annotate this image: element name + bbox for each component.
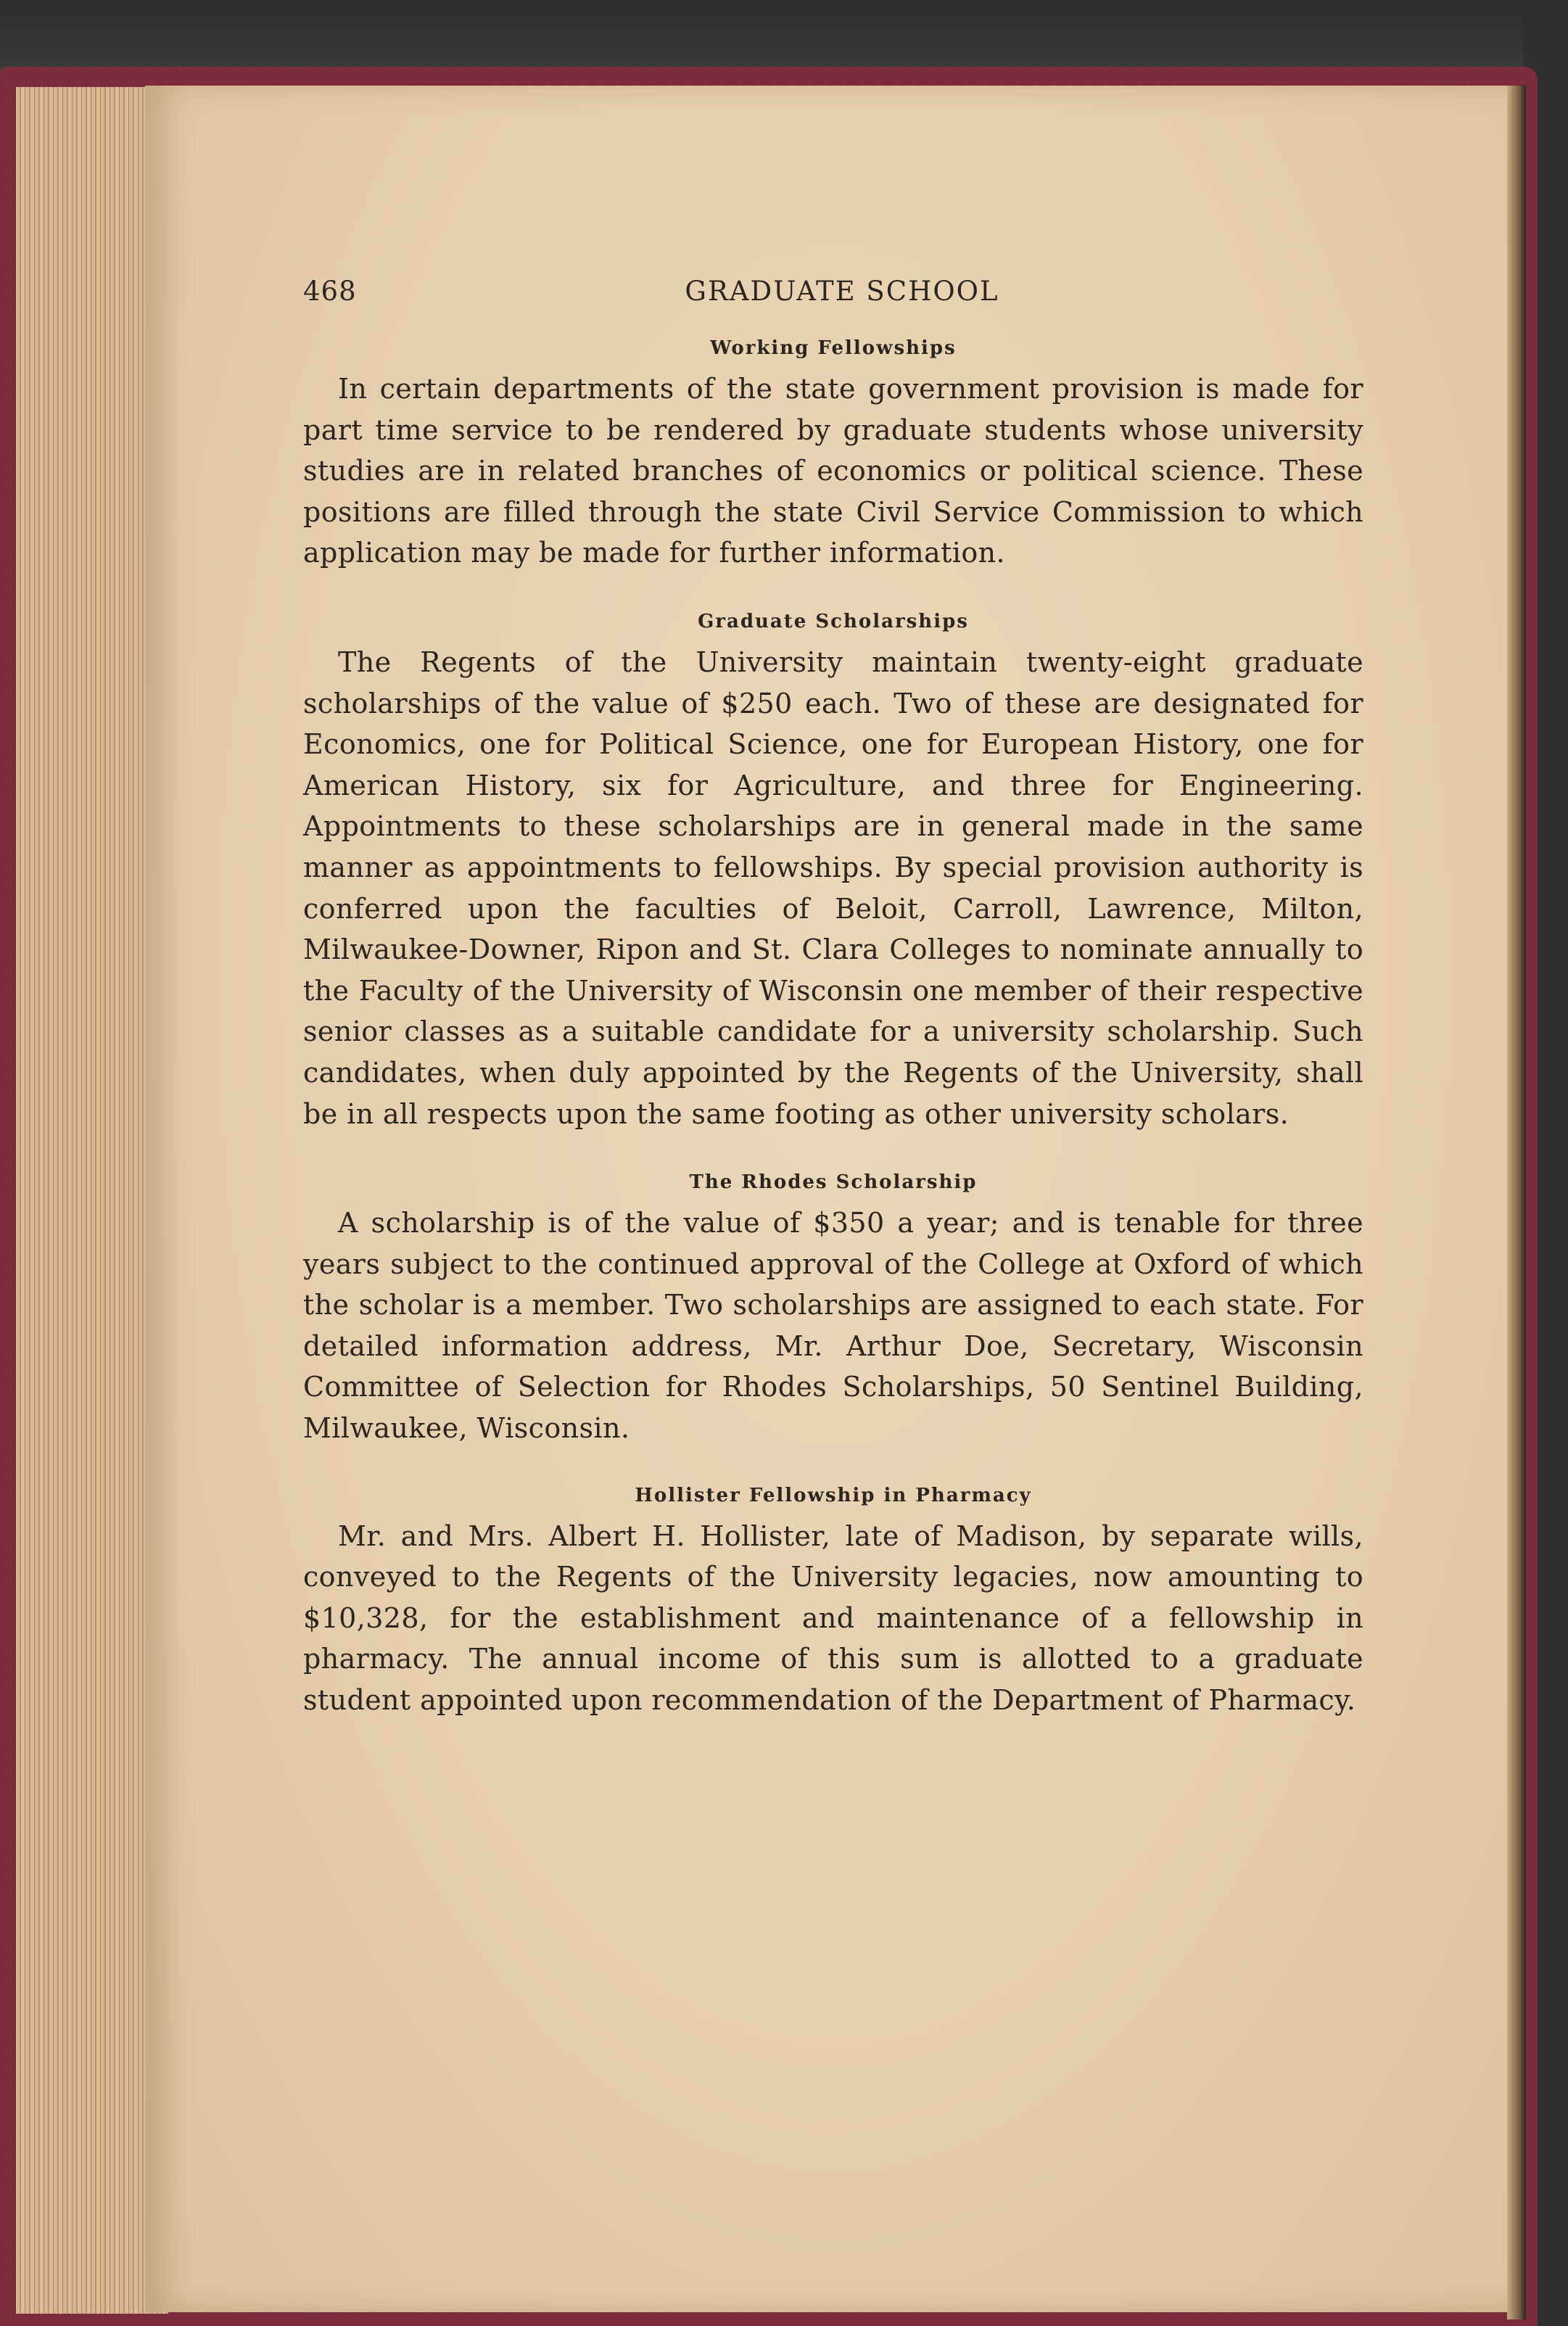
section-heading-rhodes-scholarship: The Rhodes Scholarship bbox=[689, 1171, 978, 1194]
page-number: 468 bbox=[303, 276, 357, 307]
running-title: GRADUATE SCHOOL bbox=[685, 276, 999, 307]
book-gutter bbox=[1507, 86, 1526, 2319]
paragraph-rhodes-scholarship: A scholarship is of the value of $350 a year; and is tenable for three years subject to the continued approval of the College at Oxford of which the scholar is a member. Two scholarships are assigned to each state. For detailed information address, Mr. Arthur Doe, Secretary, Wisconsin Committee of Selection for Rhodes Scholarships, 50 Sentinel Building, Milwaukee, Wisconsin. bbox=[303, 1207, 1363, 1445]
section-heading-hollister-fellowship: Hollister Fellowship in Pharmacy bbox=[635, 1484, 1032, 1506]
paragraph-graduate-scholarships: The Regents of the University maintain twenty-eight graduate scholarships of the value of $250 each. Two of these are designated for Economics, one for Political Science, one for European History, one for American History, six for Agriculture, and three for Engineering. Appointments to these scholarships are in general made in the same manner as appointments to fellowships. By special provision authority is conferred upon the faculties of Beloit, Carroll, Lawrence, Milton, Milwaukee-Downer, Ripon and St. Clara Colleges to nominate annually to the Faculty of the University of Wisconsin one member of their respective senior classes as a suitable candidate for a university scholarship. Such candidates, when duly appointed by the Regents of the University, shall be in all respects upon the same footing as other university scholars. bbox=[303, 646, 1363, 1130]
section-heading-working-fellowships: Working Fellowships bbox=[710, 337, 957, 359]
section-heading-graduate-scholarships: Graduate Scholarships bbox=[698, 610, 969, 632]
paragraph-working-fellowships: In certain departments of the state government provision is made for part time service to be rendered by graduate students whose university studies are in related branches of economics or political science. These positions are filled through the state Civil Service Commission to which application may be made for further information. bbox=[303, 373, 1363, 569]
paragraph-hollister-fellowship: Mr. and Mrs. Albert H. Hollister, late of Madison, by separate wills, conveyed to the Regents of the University legacies, now amounting to $10,328, for the establishment and maintenance of a fellowship in pharmacy. The annual income of this sum is allotted to a graduate student appointed upon recommendation of the Department of Pharmacy. bbox=[303, 1519, 1363, 1717]
page-content bbox=[303, 276, 1363, 1721]
running-head bbox=[303, 276, 1363, 319]
